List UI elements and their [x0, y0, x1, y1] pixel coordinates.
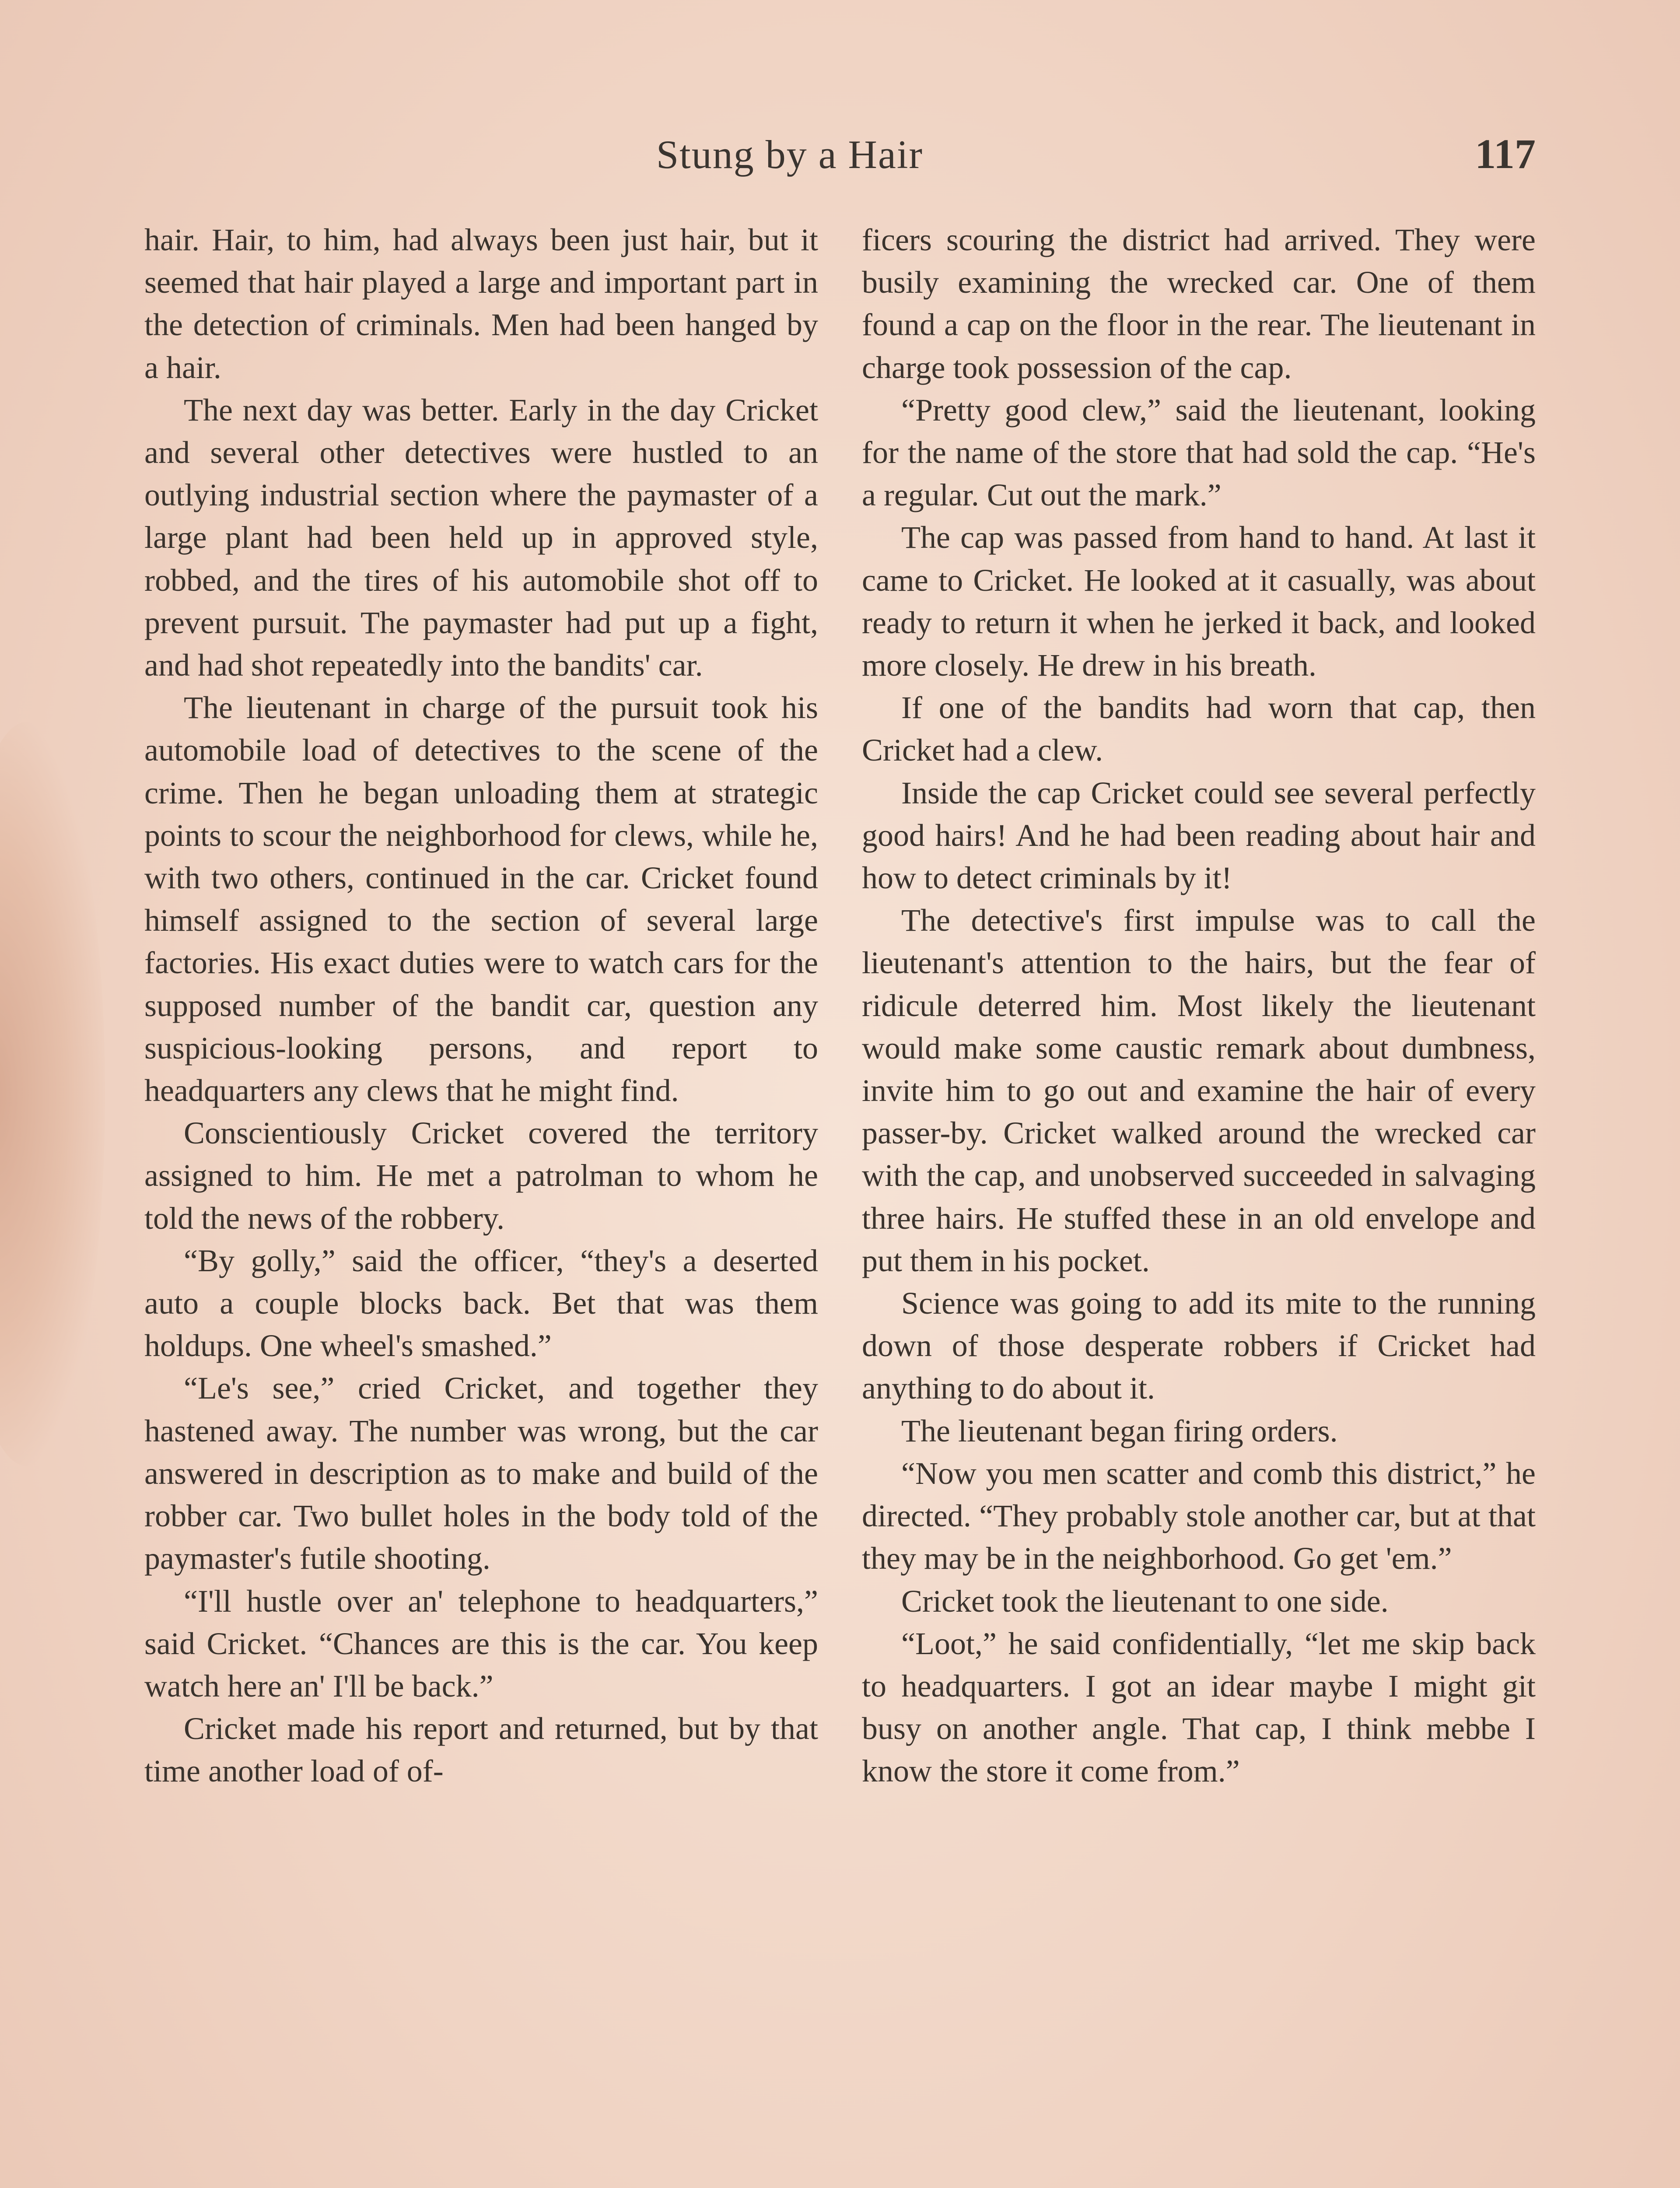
paragraph: Conscientiously Cricket covered the territory assigned to him. He met a patrolman to whom he told the news of the robbery.	[144, 1115, 818, 1236]
water-stain	[0, 722, 105, 1466]
paragraph: The cap was passed from hand to hand. At last it came to Cricket. He looked at it casually, was about ready to return it when he jerked it back, and looked more closely. He drew in his breath.	[862, 520, 1536, 683]
page-header	[131, 131, 1536, 188]
page-number: 117	[1475, 130, 1536, 177]
paragraph: “By golly,” said the officer, “they's a deserted auto a couple blocks back. Bet that was them holdups. One wheel's smashed.”	[144, 1243, 818, 1364]
left-text-column	[144, 219, 818, 1793]
paragraph: “Loot,” he said confidentially, “let me skip back to headquarters. I got an idear maybe I might git busy on another angle. That cap, I think mebbe I know the store it come from.”	[862, 1626, 1536, 1789]
paragraph: Cricket took the lieutenant to one side.	[901, 1583, 1389, 1619]
paragraph: The detective's first impulse was to call the lieutenant's attention to the hairs, but the fear of ridicule deterred him. Most likely the lieutenant would make some caustic remark about dumbness, invite him to go out and examine the hair of every passer-by. Cricket walked around the wrecked car with the cap, and unobserved succeeded in salvaging three hairs. He stuffed these in an old envelope and put them in his pocket.	[862, 903, 1536, 1278]
running-title: Stung by a Hair	[656, 132, 924, 177]
paragraph: “Now you men scatter and comb this district,” he directed. “They probably stole another car, but at that they may be in the neighborhood. Go get 'em.”	[862, 1455, 1536, 1576]
paragraph: If one of the bandits had worn that cap, then Cricket had a clew.	[862, 690, 1536, 768]
paragraph: “Le's see,” cried Cricket, and together they hastened away. The number was wrong, but the car answered in description as to make and build of the robber car. Two bullet holes in the body told of the paymaster's futile shooting.	[144, 1371, 818, 1576]
right-text-column	[862, 219, 1536, 1793]
paragraph: The lieutenant in charge of the pursuit took his automobile load of detectives to the scene of the crime. Then he began unloading them at strategic points to scour the neighborhood for clews, while he, with two others, continued in the car. Cricket found himself assigned to the section of several large factories. His exact duties were to watch cars for the supposed number of the bandit car, question any suspicious-looking persons, and report to headquarters any clews that he might find.	[144, 690, 818, 1108]
paragraph: “Pretty good clew,” said the lieutenant, looking for the name of the store that had sold the cap. “He's a regular. Cut out the mark.”	[862, 392, 1536, 513]
paragraph: Inside the cap Cricket could see several perfectly good hairs! And he had been reading about hair and how to detect criminals by it!	[862, 775, 1536, 896]
paragraph: The next day was better. Early in the day Cricket and several other detectives were hustled to an outlying industrial section where the paymaster of a large plant had been held up in approved style, robbed, and the tires of his automobile shot off to prevent pursuit. The paymaster had put up a fight, and had shot repeatedly into the bandits' car.	[144, 392, 818, 683]
paragraph: Science was going to add its mite to the running down of those desperate robbers if Cricket had anything to do about it.	[862, 1286, 1536, 1406]
paragraph: ficers scouring the district had arrived. They were busily examining the wrecked car. One of them found a cap on the floor in the rear. The lieutenant in charge took possession of the cap.	[862, 222, 1536, 385]
paragraph: hair. Hair, to him, had always been just hair, but it seemed that hair played a large and important part in the detection of criminals. Men had been hanged by a hair.	[144, 222, 818, 385]
paragraph: Cricket made his report and returned, but by that time another load of of-	[144, 1711, 818, 1789]
paragraph: “I'll hustle over an' telephone to headquarters,” said Cricket. “Chances are this is the car. You keep watch here an' I'll be back.”	[144, 1583, 818, 1704]
paragraph: The lieutenant began firing orders.	[901, 1413, 1338, 1448]
